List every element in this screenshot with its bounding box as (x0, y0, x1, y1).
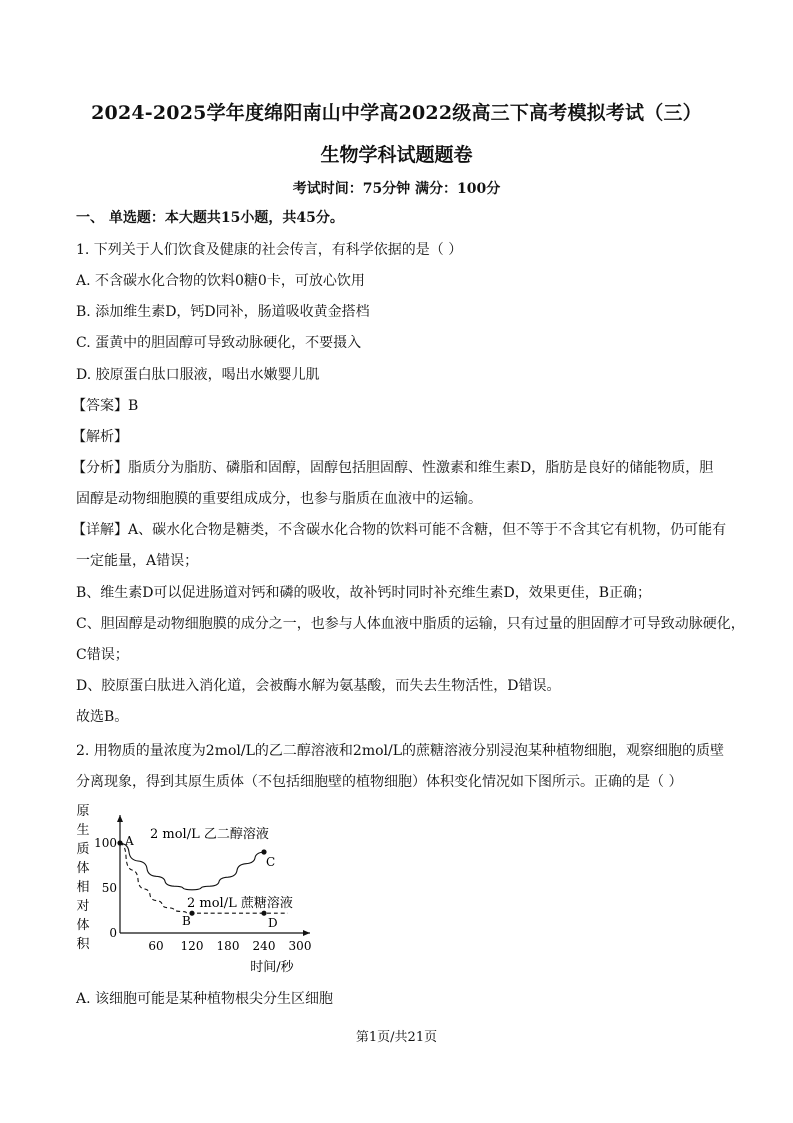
q1-option-c: C. 蛋黄中的胆固醇可导致动脉硬化，不要摄入 (76, 335, 362, 351)
series-label-ethylene-glycol: 2 mol/L 乙二醇溶液 (150, 827, 269, 842)
q1-detail-line-6: D、胶原蛋白肽进入消化道，会被酶水解为氨基酸，而失去生物活性，D错误。 (76, 678, 561, 694)
exam-subject-title: 生物学科试题题卷 (320, 144, 473, 166)
q1-answer: 【答案】B (72, 398, 139, 414)
series-label-sucrose: 2 mol/L 蔗糖溶液 (187, 896, 293, 911)
section-heading: 一、 单选题：本大题共15小题，共45分。 (76, 210, 344, 226)
exam-title: 2024-2025学年度绵阳南山中学高2022级高三下高考模拟考试（三） (91, 102, 702, 124)
q2-option-a: A. 该细胞可能是某种植物根尖分生区细胞 (76, 991, 334, 1007)
point-label: D (268, 916, 278, 931)
y-axis-label-char: 生 (76, 823, 90, 838)
y-axis-label-char: 相 (76, 880, 90, 895)
y-axis-arrow (117, 815, 123, 822)
q1-detail-line-1: 【详解】A、碳水化合物是糖类，不含碳水化合物的饮料可能不含糖，但不等于不含其它有机物，仍可能有 (72, 522, 727, 538)
y-axis-label-char: 积 (76, 937, 90, 952)
q1-detail-line-5: C错误； (76, 647, 129, 663)
q2-stem-line-2: 分离现象，得到其原生质体（不包括细胞壁的植物细胞）体积变化情况如下图所示。正确的是（ ） (76, 774, 683, 790)
q1-fenxi-line-2: 固醇是动物细胞膜的重要组成成分，也参与脂质在血液中的运输。 (76, 491, 482, 507)
point-label: C (266, 855, 276, 869)
q1-analysis-label: 【解析】 (72, 429, 128, 445)
data-point (261, 849, 266, 854)
q1-detail-line-3: B、维生素D可以促进肠道对钙和磷的吸收，故补钙时同时补充维生素D，效果更佳，B正确； (76, 585, 652, 601)
x-tick-label: 180 (216, 939, 240, 953)
q1-fenxi-line-1: 【分析】脂质分为脂肪、磷脂和固醇，固醇包括胆固醇、性激素和维生素D，脂肪是良好的储能物质，胆 (72, 460, 714, 476)
x-tick-label: 240 (252, 939, 276, 953)
exam-info: 考试时间：75分钟 满分：100分 (292, 181, 501, 197)
point-label: B (182, 914, 191, 929)
point-label: A (125, 834, 134, 848)
q1-option-b: B. 添加维生素D，钙D同补，肠道吸收黄金搭档 (76, 304, 370, 320)
q1-detail-line-2: 一定能量，A错误； (76, 553, 199, 569)
x-tick-label: 300 (288, 939, 312, 953)
y-tick-label: 100 (94, 836, 117, 850)
q1-detail-line-4: C、胆固醇是动物细胞膜的成分之一，也参与人体血液中脂质的运输，只有过量的胆固醇才可导致动脉硬化， (76, 616, 745, 632)
q1-option-a: A. 不含碳水化合物的饮料0糖0卡，可放心饮用 (76, 273, 365, 289)
y-axis-label-char: 原 (76, 804, 90, 819)
x-tick-label: 120 (180, 939, 204, 953)
q1-stem: 1. 下列关于人们饮食及健康的社会传言，有科学依据的是（ ） (76, 242, 463, 258)
y-axis-label-char: 质 (76, 842, 90, 857)
y-tick-label: 50 (101, 881, 117, 895)
y-tick-label: 0 (109, 926, 117, 940)
y-axis-label-char: 体 (76, 918, 90, 933)
x-tick-label: 60 (148, 939, 164, 953)
x-axis-label: 时间/秒 (250, 960, 294, 975)
volume-change-chart (70, 800, 310, 980)
page-footer: 第1页/共21页 (355, 1030, 438, 1045)
ethylene-glycol-curve (120, 843, 264, 890)
q2-stem-line-1: 2. 用物质的量浓度为2mol/L的乙二醇溶液和2mol/L的蔗糖溶液分别浸泡某种植物细胞，观察细胞的质壁 (76, 743, 725, 759)
data-point (261, 911, 266, 916)
y-axis-label-char: 对 (76, 899, 90, 914)
y-axis-label-char: 体 (76, 861, 90, 876)
q1-option-d: D. 胶原蛋白肽口服液，喝出水嫩婴儿肌 (76, 367, 320, 383)
q1-conclusion: 故选B。 (76, 709, 129, 725)
x-axis-arrow (303, 930, 310, 936)
